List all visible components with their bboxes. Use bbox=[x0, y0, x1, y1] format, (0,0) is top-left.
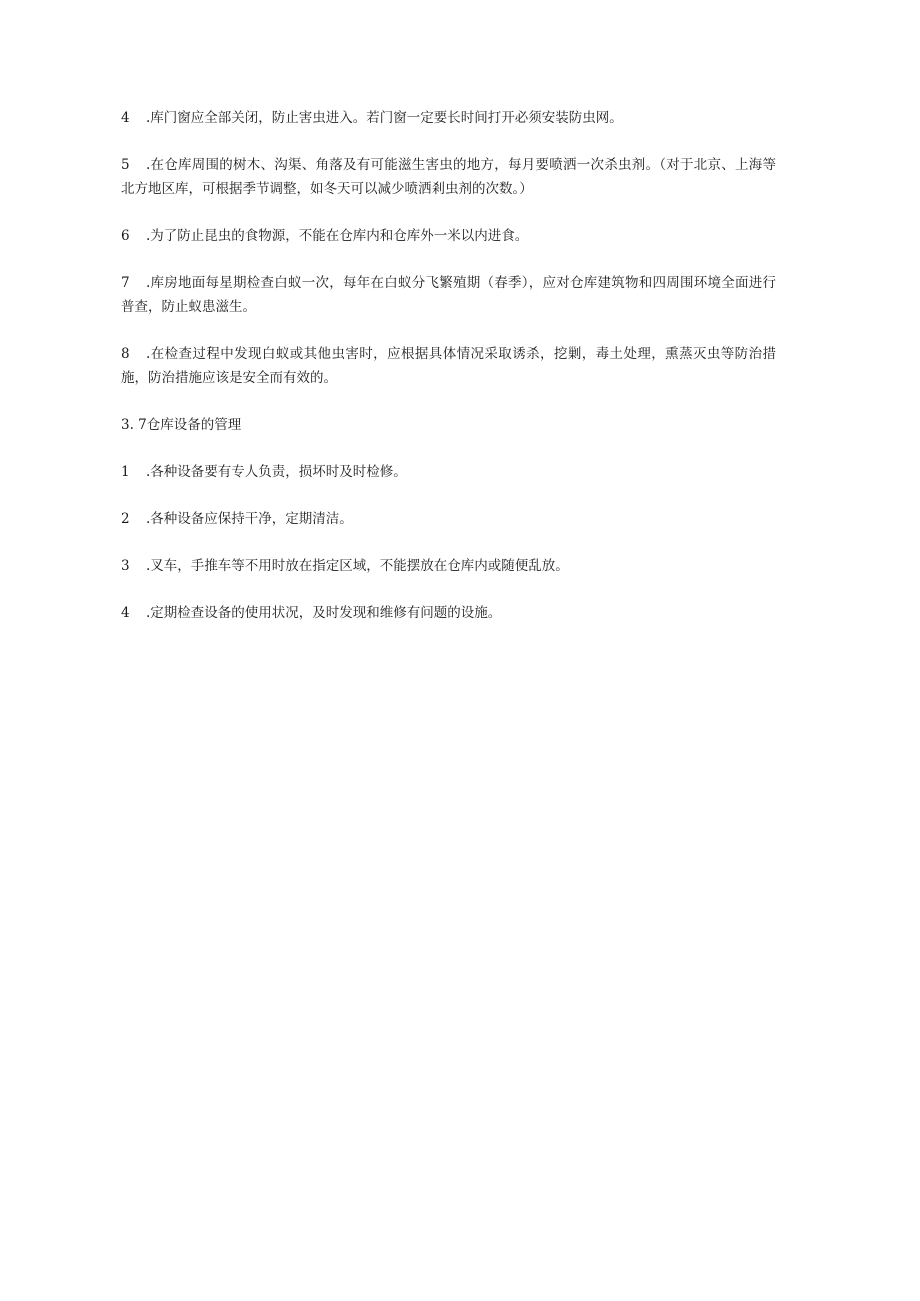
item-text: .在检查过程中发现白蚁或其他虫害时，应根据具体情况采取诱杀，挖剿，毒土处理，熏蒸灭虫等防治措施，防治措施应该是安全而有效的。 bbox=[121, 346, 776, 386]
list-item bbox=[121, 601, 776, 625]
item-text: .库门窗应全部关闭，防止害虫进入。若门窗一定要长时间打开必须安装防虫网。 bbox=[146, 110, 623, 126]
list-item bbox=[121, 224, 776, 248]
list-item bbox=[121, 153, 776, 201]
list-item bbox=[121, 106, 776, 130]
item-text: .在仓库周围的树木、沟渠、角落及有可能滋生害虫的地方，每月要喷洒一次杀虫剂。（对于北京、上海等北方地区库，可根据季节调整，如冬天可以减少喷洒剎虫剂的次数。） bbox=[121, 157, 776, 197]
item-text: .叉车，手推车等不用时放在指定区域，不能摆放在仓库内或随便乱放。 bbox=[146, 558, 569, 574]
item-number: 6 bbox=[121, 228, 130, 244]
list-item bbox=[121, 271, 776, 319]
list-item bbox=[121, 507, 776, 531]
item-text: .各种设备要有专人负责，损坏时及时检修。 bbox=[146, 464, 407, 480]
item-text: .库房地面每星期检查白蚁一次，每年在白蚁分飞繁殖期（春季），应对仓库建筑物和四周围环境全面进行普查，防止蚁患滋生。 bbox=[121, 275, 776, 315]
list-item bbox=[121, 342, 776, 390]
document-body bbox=[121, 106, 776, 648]
item-number: 5 bbox=[121, 157, 130, 173]
item-text: .定期检查设备的使用状况，及时发现和维修有问题的设施。 bbox=[146, 605, 502, 621]
section-heading: 3. 7仓库设备的管理 bbox=[121, 417, 242, 433]
item-number: 3 bbox=[121, 558, 130, 574]
item-number: 4 bbox=[121, 110, 130, 126]
list-item bbox=[121, 460, 776, 484]
list-item bbox=[121, 554, 776, 578]
item-number: 2 bbox=[121, 511, 130, 527]
item-number: 7 bbox=[121, 275, 130, 291]
item-text: .为了防止昆虫的食物源，不能在仓库内和仓库外一米以内进食。 bbox=[146, 228, 529, 244]
item-number: 4 bbox=[121, 605, 130, 621]
item-number: 8 bbox=[121, 346, 130, 362]
item-number: 1 bbox=[121, 464, 130, 480]
item-text: .各种设备应保持干净，定期清洁。 bbox=[146, 511, 353, 527]
